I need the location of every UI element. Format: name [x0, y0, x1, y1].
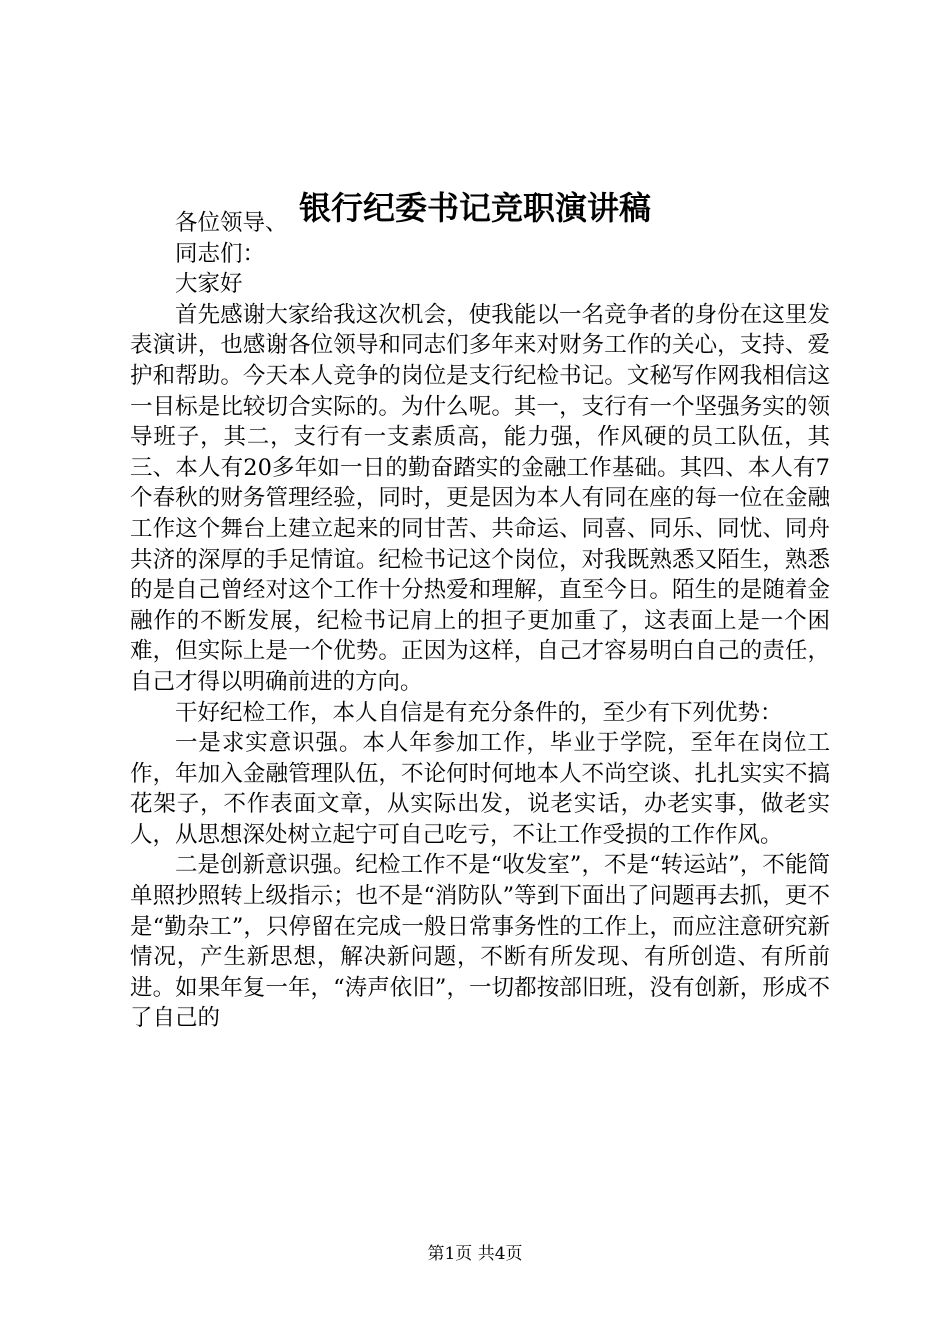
body-paragraph: 一是求实意识强。本人年参加工作，毕业于学院，至年在岗位工作，年加入金融管理队伍，不论何时何地本人不尚空谈、扎扎实实不搞花架子，不作表面文章，从实际出发，说老实话，办老实事，做老实人，从思想深处树立起宁可自己吃亏，不让工作受损的工作作风。: [130, 730, 830, 848]
salutation-line: 大家好: [175, 271, 243, 298]
body-paragraph: 干好纪检工作，本人自信是有充分条件的，至少有下列优势：: [175, 699, 783, 726]
document-title: 银行纪委书记竞职演讲稿: [298, 189, 651, 227]
salutation-line: 同志们：: [175, 240, 266, 267]
page-footer: 第1页 共4页: [427, 1244, 523, 1264]
document-body: [130, 208, 830, 1034]
body-paragraph: 二是创新意识强。纪检工作不是“收发室”，不是“转运站”，不能简单照抄照转上级指示；也不是“消防队”等到下面出了问题再去抓，更不是“勤杂工”，只停留在完成一般日常事务性的工作上，而应注意研究新情况，产生新思想，解决新问题，不断有所发现、有所创造、有所前进。如果年复一年，“涛声依旧”，一切都按部旧班，没有创新，形成不了自己的: [130, 852, 830, 1032]
body-paragraph: 首先感谢大家给我这次机会，使我能以一名竞争者的身份在这里发表演讲，也感谢各位领导和同志们多年来对财务工作的关心，支持、爱护和帮助。今天本人竞争的岗位是支行纪检书记。文秘写作网我相信这一目标是比较切合实际的。为什么呢。其一，支行有一个坚强务实的领导班子，其二，支行有一支素质高，能力强，作风硬的员工队伍，其三、本人有20多年如一日的勤奋踏实的金融工作基础。其四、本人有7个春秋的财务管理经验，同时，更是因为本人有同在座的每一位在金融工作这个舞台上建立起来的同甘苦、共命运、同喜、同乐、同忧、同舟共济的深厚的手足情谊。纪检书记这个岗位，对我既熟悉又陌生，熟悉的是自己曾经对这个工作十分热爱和理解，直至今日。陌生的是随着金融作的不断发展，纪检书记肩上的担子更加重了，这表面上是一个困难，但实际上是一个优势。正因为这样，自己才容易明白自己的责任，自己才得以明确前进的方向。: [130, 301, 830, 695]
salutation-line: 各位领导、: [175, 210, 288, 236]
